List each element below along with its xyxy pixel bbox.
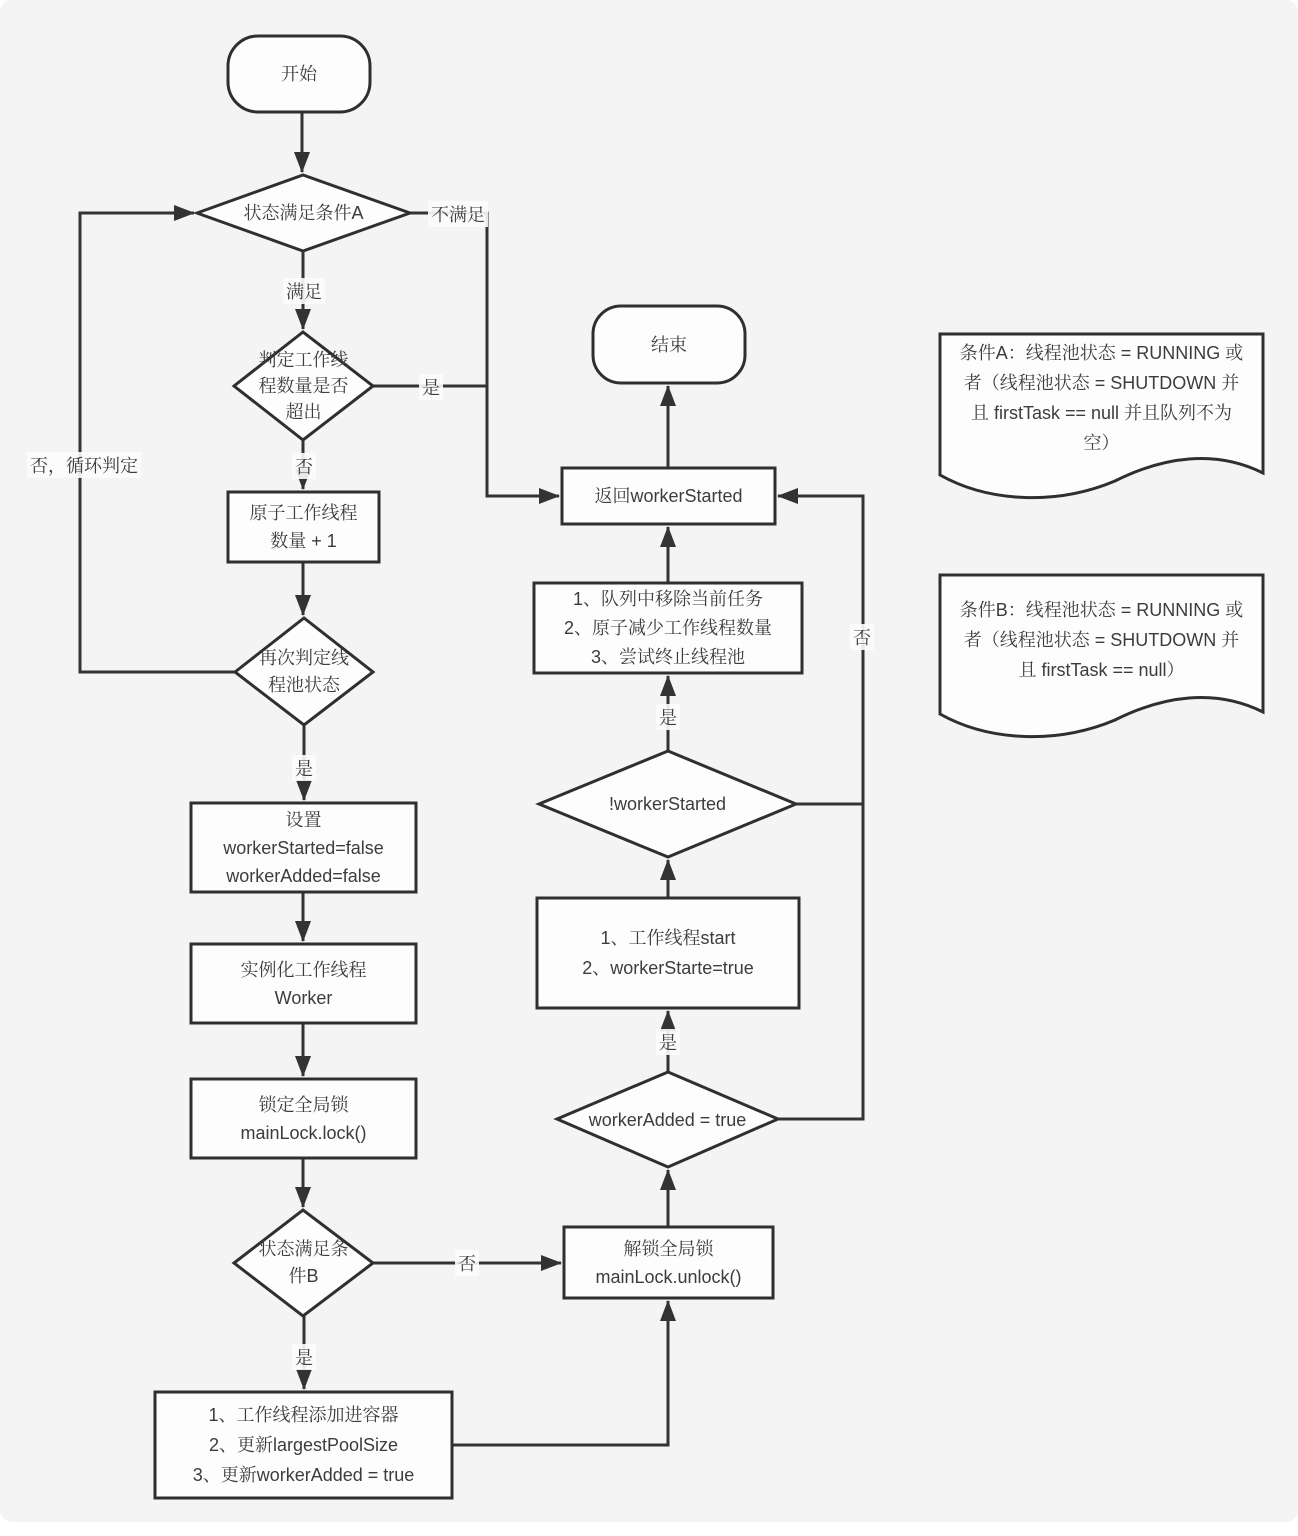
node-atomic-inc: 原子工作线程 数量 + 1 (249, 503, 358, 551)
edge-label-cond-b-no: 否 (455, 1250, 479, 1276)
edge-cond-a-not-satisfied-to-return (410, 213, 559, 496)
end-shape (593, 306, 745, 383)
note-condition-a: 条件A：线程池状态 = RUNNING 或 者（线程池状态 = SHUTDOWN 并 且 firstTask == null 并且队列不为 空） (959, 343, 1244, 453)
atomic-inc-shape (228, 492, 379, 562)
edge-label-cond-b-yes: 是 (292, 1344, 316, 1370)
cond-added-shape (557, 1072, 778, 1167)
cond-b-shape (234, 1210, 373, 1316)
note-condition-a-shape (940, 334, 1263, 498)
cond-a-shape (197, 175, 410, 251)
edge-label-satisfied: 满足 (283, 278, 325, 304)
start-shape (228, 36, 370, 112)
node-cond-not-started: !workerStarted (608, 794, 727, 814)
shapes (155, 36, 1263, 1498)
edge-label-loop-no: 否，循环判定 (27, 452, 141, 478)
note-condition-b: 条件B：线程池状态 = RUNNING 或 者（线程池状态 = SHUTDOWN 并 且 firstTask == null） (959, 600, 1244, 680)
add-worker-shape (155, 1392, 452, 1498)
edge-label-not-started-yes: 是 (656, 704, 680, 730)
edge-add-worker-to-unlock (452, 1301, 668, 1445)
edge-label-recheck-yes: 是 (292, 755, 316, 781)
set-flags-shape (191, 803, 416, 892)
edge-label-count-yes: 是 (419, 374, 443, 400)
node-start-worker: 1、工作线程start 2、workerStarte=true (582, 928, 754, 978)
node-lock-global: 锁定全局锁 mainLock.lock() (240, 1094, 367, 1143)
edge-label-count-no: 否 (292, 453, 316, 479)
new-worker-shape (191, 944, 416, 1023)
lock-global-shape (191, 1079, 416, 1158)
return-started-shape (562, 468, 775, 524)
edge-label-right-no: 否 (850, 624, 874, 650)
node-cond-count: 判定工作线 程数量是否 超出 (258, 350, 349, 422)
node-return-started: 返回workerStarted (594, 486, 743, 506)
node-cond-a: 状态满足条件A (243, 203, 364, 223)
node-start: 开始 (281, 64, 317, 84)
note-condition-b-shape (940, 575, 1263, 737)
cleanup-shape (534, 583, 802, 673)
node-cleanup: 1、队列中移除当前任务 2、原子减少工作线程数量 3、尝试终止线程池 (563, 588, 772, 667)
edge-recheck-loop-to-cond-a (80, 213, 235, 672)
edge-label-not-satisfied: 不满足 (428, 201, 488, 227)
node-set-flags: 设置 workerStarted=false workerAdded=false (223, 809, 384, 886)
node-cond-recheck: 再次判定线 程池状态 (259, 647, 349, 695)
start-worker-shape (537, 898, 799, 1008)
cond-not-started-shape (539, 751, 796, 857)
node-new-worker: 实例化工作线程 Worker (240, 959, 367, 1008)
node-end: 结束 (651, 334, 687, 355)
node-add-worker: 1、工作线程添加进容器 2、更新largestPoolSize 3、更新workerAdded = true (192, 1405, 415, 1485)
edge-label-added-yes: 是 (656, 1029, 680, 1055)
unlock-global-shape (564, 1227, 773, 1298)
cond-count-shape (234, 332, 373, 440)
node-unlock-global: 解锁全局锁 mainLock.unlock() (595, 1238, 742, 1287)
cond-recheck-shape (235, 618, 373, 725)
node-cond-b: 状态满足条 件B (258, 1239, 349, 1286)
node-cond-added: workerAdded = true (588, 1109, 747, 1130)
